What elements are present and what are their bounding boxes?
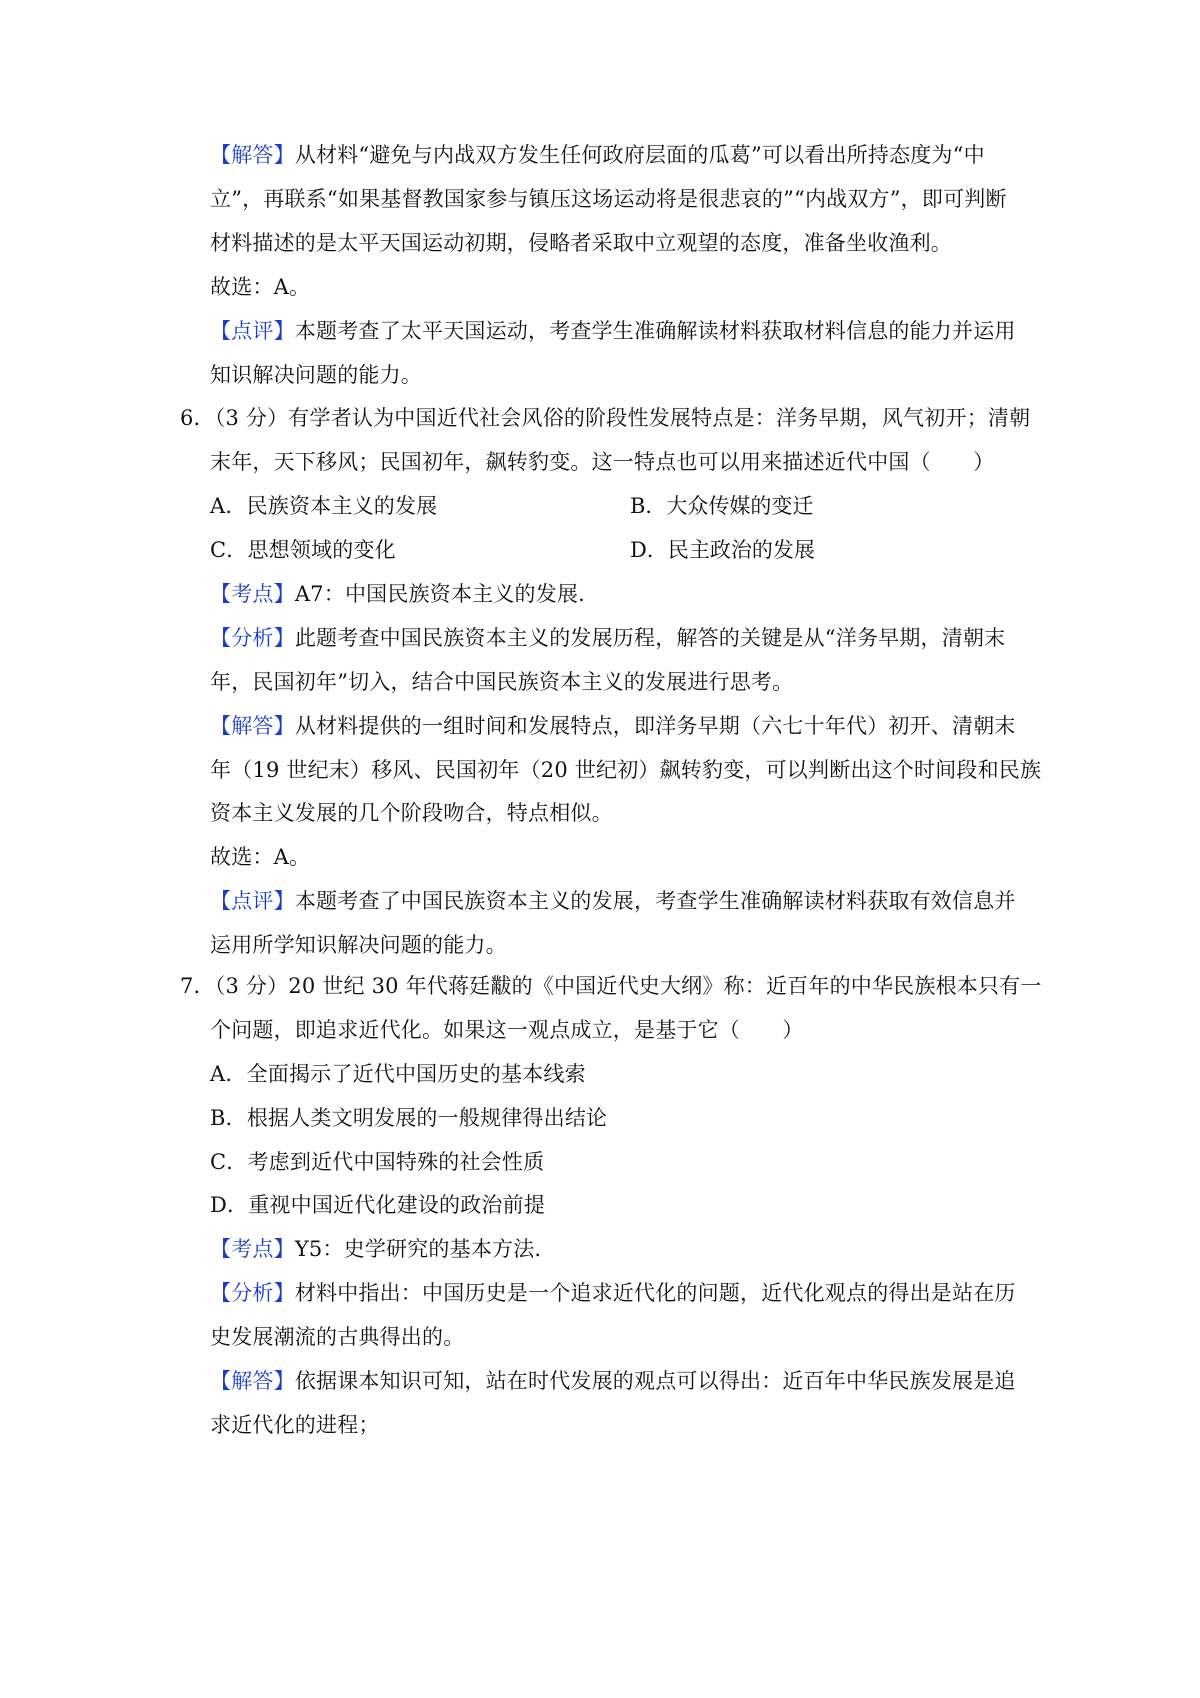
answer-tag: 【解答】: [210, 714, 295, 738]
q5-comment-line-1: [210, 316, 1030, 346]
q7-option-b: B．根据人类文明发展的一般规律得出结论: [210, 1106, 608, 1130]
q6-analysis-line-2: 年，民国初年”切入，结合中国民族资本主义的发展进行思考。: [210, 670, 794, 694]
q7-option-a: A．全面揭示了近代中国历史的基本线索: [210, 1062, 586, 1086]
comment-tag: 【点评】: [210, 889, 295, 913]
q7-analysis-line-2: 史发展潮流的古典得出的。: [210, 1325, 465, 1349]
q7-answer-line-2: 求近代化的进程；: [210, 1413, 380, 1437]
q7-analysis-line-1: [210, 1278, 1030, 1308]
q5-comment-text-1: 本题考查了太平天国运动，考查学生准确解读材料获取材料信息的能力并运用: [294, 319, 1016, 343]
point-tag: 【考点】: [210, 1237, 295, 1261]
analysis-tag: 【分析】: [210, 1281, 295, 1305]
q6-answer-line-3: 资本主义发展的几个阶段吻合，特点相似。: [210, 801, 613, 825]
q7-point-text: Y5：史学研究的基本方法.: [294, 1237, 542, 1261]
point-tag: 【考点】: [210, 582, 295, 606]
q6-choice: 故选：A。: [210, 845, 311, 869]
q6-answer-line-1: [210, 711, 1030, 741]
q5-choice: 故选：A。: [210, 275, 311, 299]
q7-answer-text-1: 依据课本知识可知，站在时代发展的观点可以得出：近百年中华民族发展是追: [294, 1369, 1016, 1393]
q5-answer-text-1: 从材料“避免与内战双方发生任何政府层面的瓜葛”可以看出所持态度为“中: [294, 143, 985, 167]
q7-answer-line-1: [210, 1366, 1030, 1396]
q6-comment-text-1: 本题考查了中国民族资本主义的发展，考查学生准确解读材料获取有效信息并: [294, 889, 1016, 913]
q5-answer-line-3: 材料描述的是太平天国运动初期，侵略者采取中立观望的态度，准备坐收渔利。: [210, 231, 952, 255]
q6-comment-line-1: [210, 886, 1030, 916]
q6-option-d: D．民主政治的发展: [630, 538, 815, 562]
q7-point: [210, 1234, 1030, 1264]
q6-comment-line-2: 运用所学知识解决问题的能力。: [210, 933, 507, 957]
answer-tag: 【解答】: [210, 143, 295, 167]
q6-stem-line-2: 末年，天下移风；民国初年，飙转豹变。这一特点也可以用来描述近代中国（ ）: [210, 450, 995, 474]
analysis-tag: 【分析】: [210, 626, 295, 650]
q6-analysis-text-1: 此题考查中国民族资本主义的发展历程，解答的关键是从“洋务早期，清朝末: [294, 626, 1006, 650]
q6-option-b: B．大众传媒的变迁: [630, 494, 814, 518]
q5-answer-line-1: [210, 140, 1030, 170]
q6-option-c: C．思想领域的变化: [210, 538, 396, 562]
answer-tag: 【解答】: [210, 1369, 295, 1393]
q7-stem-line-2: 个问题，即追求近代化。如果这一观点成立，是基于它（ ）: [210, 1018, 804, 1042]
q7-option-d: D．重视中国近代化建设的政治前提: [210, 1193, 546, 1217]
q6-answer-line-2: 年（19 世纪末）移风、民国初年（20 世纪初）飙转豹变，可以判断出这个时间段和民族: [210, 758, 1042, 782]
q6-answer-text-1: 从材料提供的一组时间和发展特点，即洋务早期（六七十年代）初开、清朝末: [294, 714, 1016, 738]
q6-point: [210, 579, 1030, 609]
q6-stem-line-1: 6．（3 分）有学者认为中国近代社会风俗的阶段性发展特点是：洋务早期，风气初开；清朝: [180, 406, 1031, 430]
q7-option-c: C．考虑到近代中国特殊的社会性质: [210, 1150, 545, 1174]
q7-analysis-text-1: 材料中指出：中国历史是一个追求近代化的问题，近代化观点的得出是站在历: [294, 1281, 1016, 1305]
q5-comment-line-2: 知识解决问题的能力。: [210, 363, 422, 387]
q6-option-a: A．民族资本主义的发展: [210, 494, 438, 518]
comment-tag: 【点评】: [210, 319, 295, 343]
q6-point-text: A7：中国民族资本主义的发展.: [294, 582, 586, 606]
q7-stem-line-1: 7．（3 分）20 世纪 30 年代蒋廷黻的《中国近代史大纲》称：近百年的中华民族根本只有一: [180, 974, 1042, 998]
q6-analysis-line-1: [210, 623, 1030, 653]
q5-answer-line-2: 立”，再联系“如果基督教国家参与镇压这场运动将是很悲哀的”“内战双方”，即可判断: [210, 187, 1007, 211]
